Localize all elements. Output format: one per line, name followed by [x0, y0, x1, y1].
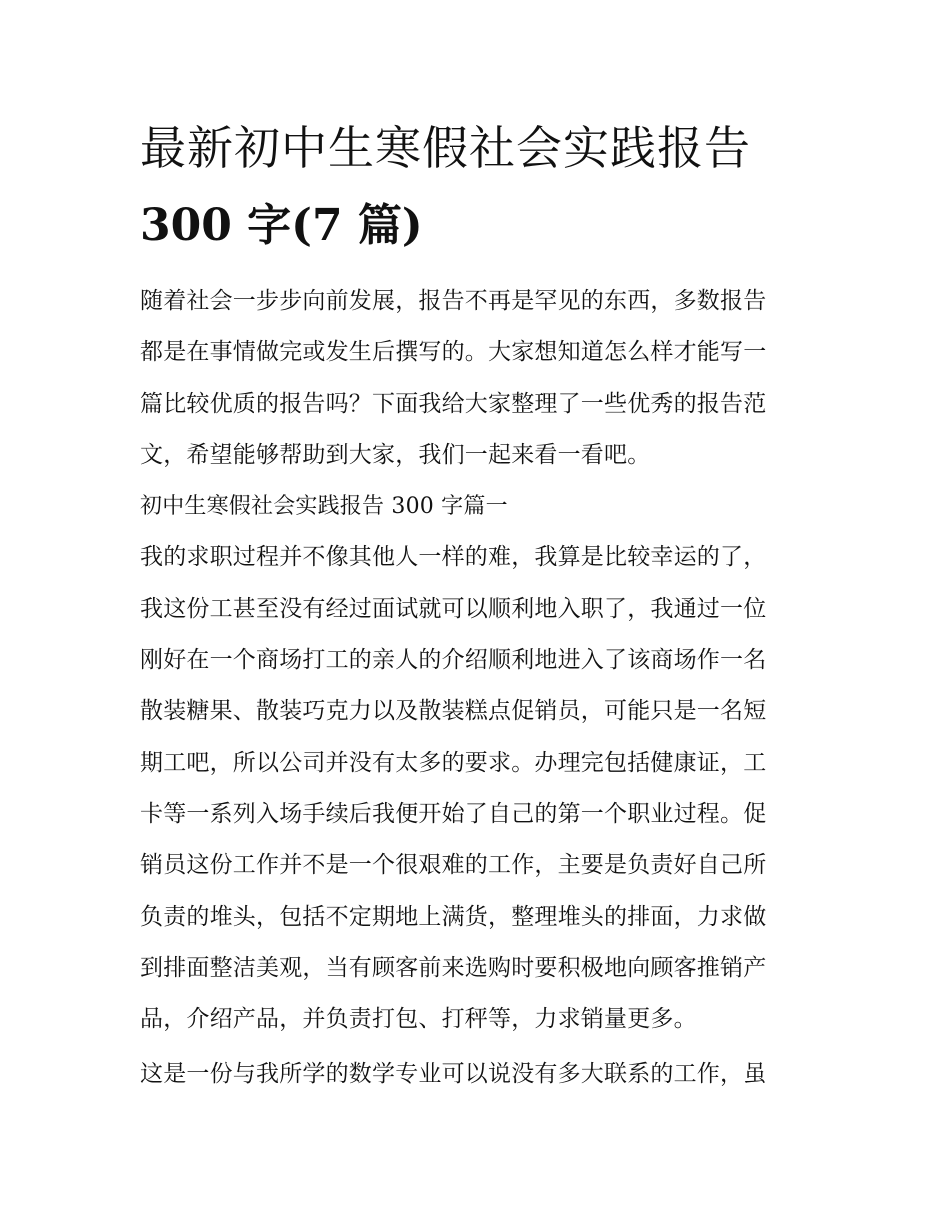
text-line: 品，介绍产品，并负责打包、打秤等，力求销量更多。	[140, 1006, 697, 1033]
text-line: 卡等一系列入场手续后我便开始了自己的第一个职业过程。促	[140, 800, 767, 827]
text-line: 这是一份与我所学的数学专业可以说没有多大联系的工作，虽	[140, 1061, 767, 1088]
text-line: 我的求职过程并不像其他人一样的难，我算是比较幸运的了，	[140, 544, 767, 571]
text-line: 都是在事情做完或发生后撰写的。大家想知道怎么样才能写一	[140, 339, 767, 366]
paragraph-2	[140, 1049, 820, 1100]
text-line: 随着社会一步步向前发展，报告不再是罕见的东西，多数报告	[140, 288, 767, 314]
text-line: 期工吧，所以公司并没有太多的要求。办理完包括健康证，工	[140, 749, 767, 776]
text-line: 我这份工甚至没有经过面试就可以顺利地入职了，我通过一位	[140, 595, 767, 622]
document-body	[140, 276, 820, 1101]
paragraph-1	[140, 532, 820, 1045]
document-title-line-1: 最新初中生寒假社会实践报告	[140, 121, 751, 175]
text-line: 到排面整洁美观，当有顾客前来选购时要积极地向顾客推销产	[140, 954, 767, 981]
text-line: 篇比较优质的报告吗？下面我给大家整理了一些优秀的报告范	[140, 390, 767, 417]
text-line: 负责的堆头，包括不定期地上满货，整理堆头的排面，力求做	[140, 903, 767, 930]
text-line: 销员这份工作并不是一个很艰难的工作，主要是负责好自己所	[140, 852, 767, 879]
document-title-line-2: 300 字(7 篇)	[140, 200, 423, 251]
text-line: 刚好在一个商场打工的亲人的介绍顺利地进入了该商场作一名	[140, 647, 767, 674]
text-line: 文，希望能够帮助到大家，我们一起来看一看吧。	[140, 441, 651, 468]
section-heading: 初中生寒假社会实践报告 300 字篇一	[140, 494, 508, 520]
document-title	[140, 112, 820, 268]
text-line: 散装糖果、散装巧克力以及散装糕点促销员，可能只是一名短	[140, 698, 767, 725]
intro-paragraph	[140, 276, 820, 481]
